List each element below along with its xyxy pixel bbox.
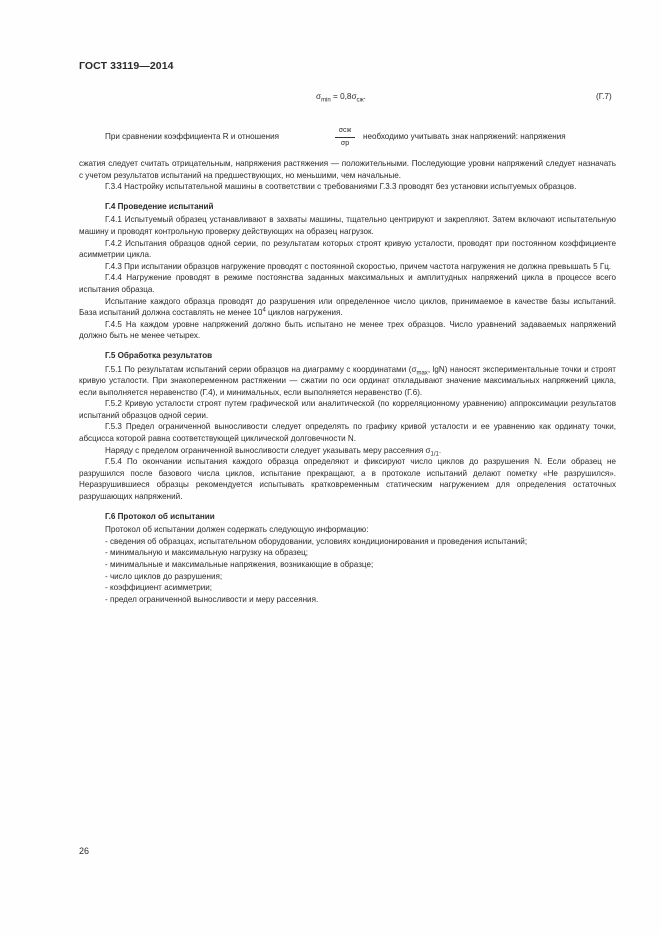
formula-g7: $\sigma_{min} = 0,8\sigma_{сж}$. (316, 92, 366, 104)
protocol-list (105, 524, 616, 605)
protocol-intro: Протокол об испытании должен содержать следующую информацию: (105, 525, 369, 535)
paragraph-g43: Г.4.3 При испытании образцов нагружение проводят с постоянной скоростью, причем частота нагружения не должна превышать 5 Гц. (105, 261, 612, 271)
fraction-denominator: σр (340, 140, 350, 147)
paragraph-g52: Г.5.2 Кривую усталости строят путем графической или аналитической (по корреляционному уравнению) аппроксимации результатов испытаний образцов одной серии. (79, 399, 616, 420)
section-heading-g4: Г.4 Проведение испытаний (105, 201, 214, 211)
section-heading-g5: Г.5 Обработка результатов (105, 350, 213, 360)
formula-number: (Г.7) (596, 92, 612, 101)
page-number: 26 (79, 846, 90, 856)
compare-text-1: При сравнении коэффициента R и отношения (105, 132, 279, 141)
compare-line (79, 126, 616, 158)
paragraph-scatter: Наряду с пределом ограниченной выносливости следует указывать меру рассеяния $\sigma_{1/1}$. (105, 445, 442, 458)
ratio-fraction (335, 126, 355, 149)
list-item: - число циклов до разрушения; (105, 571, 223, 581)
document-header: ГОСТ 33119—2014 (79, 60, 174, 72)
list-item: - предел ограниченной выносливости и меру рассеяния. (105, 594, 319, 604)
paragraph-g53: Г.5.3 Предел ограниченной выносливости следует определять по графику кривой усталости и ее уравнению как ординату точки, абсцисса которой равна соответствующей циклической долговечности N. (79, 422, 616, 444)
paragraph-g51: Г.5.1 По результатам испытаний серии образцов на диаграмму с координатами ($\sigma_{max}$, lgN) наносят экспериментальные точки и строят кривую усталости. При знакопеременном растяжении — сжатии по оси ординат откладывают значение максимальных напряжений цикла, если выполняется неравенство (Г.4), и минимальных, если выполняется неравенство (Г.6). (79, 364, 616, 397)
paragraph-g45: Г.4.5 На каждом уровне напряжений должно быть испытано не менее трех образцов. Число уравнений задаваемых напряжений должно быть не менее четырех. (79, 319, 616, 341)
paragraph-test-base: Испытание каждого образца проводят до разрушения или определенное число циклов, принимаемое в качестве базы испытаний. База испытаний должна составлять не менее $10^4$ циклов нагружения. (79, 296, 616, 318)
list-item: - коэффициент асимметрии; (105, 583, 213, 593)
paragraph-g334: Г.3.4 Настройку испытательной машины в соответствии с требованиями Г.3.3 проводят без установки испытуемых образцов. (105, 182, 577, 192)
fraction-bar (335, 137, 355, 138)
paragraph-g42: Г.4.2 Испытания образцов одной серии, по результатам которых строят кривую усталости, проводят при постоянном коэффициенте асимметрии цикла. (79, 238, 616, 260)
document-body (79, 126, 616, 605)
compare-text-2: необходимо учитывать знак напряжений: напряжения (363, 132, 566, 141)
list-item: - минимальную и максимальную нагрузку на образец; (105, 548, 309, 558)
fraction-numerator: σсж (338, 127, 352, 134)
paragraph-g41: Г.4.1 Испытуемый образец устанавливают в захваты машины, тщательно центрируют и закрепляют. Затем включают испытательную машину и проводят контрольную проверку действующих на образец нагрузок. (79, 215, 616, 236)
paragraph-g54: Г.5.4 По окончании испытания каждого образца определяют и фиксируют число циклов до разрушения N. Если образец не разрушился после базового числа циклов, испытание прекращают, а в протоколе испытаний делают пометку «Не разрушился». Неразрушившиеся образцы рекомендуется испытывать кратковременным статическим нагружением для определения остаточных разрушающих напряжений. (79, 457, 616, 502)
paragraph-g44: Г.4.4 Нагружение проводят в режиме постоянства заданных максимальных и амплитудных напряжений цикла в процессе всего испытания образца. (79, 273, 616, 294)
paragraph-compare-cont: сжатия следует считать отрицательным, напряжения растяжения — положительными. Последующие уровни напряжений следует назначать с учетом результатов испытаний на предшествующих, но меньшими, чем начальные. (79, 159, 616, 180)
list-item: - сведения об образцах, испытательном оборудовании, условиях кондиционирования и проведения испытаний; (105, 536, 528, 546)
section-heading-g6: Г.6 Протокол об испытании (105, 511, 215, 521)
list-item: - минимальные и максимальные напряжения, возникающие в образце; (105, 560, 374, 569)
